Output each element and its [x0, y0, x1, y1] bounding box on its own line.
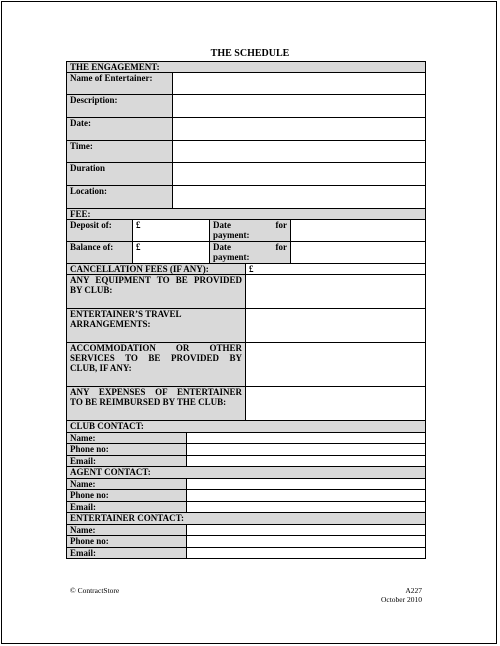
currency-symbol: £: [136, 220, 141, 230]
entertainer-contact-email-field[interactable]: [187, 548, 426, 559]
engagement-label-location: Location:: [67, 186, 173, 209]
description-field[interactable]: [173, 95, 426, 118]
entertainer-contact-phone-label: Phone no:: [67, 536, 187, 548]
balance-date-field[interactable]: [291, 242, 426, 264]
entertainer-contact-name-field[interactable]: [187, 525, 426, 536]
balance-label: Balance of:: [67, 242, 133, 264]
agent-contact-phone-field[interactable]: [187, 490, 426, 502]
balance-amount-field[interactable]: [133, 242, 210, 264]
engagement-label-date: Date:: [67, 118, 173, 141]
page-title: THE SCHEDULE: [210, 48, 290, 59]
travel-arrangements-field[interactable]: [246, 309, 426, 343]
deposit-amount-field[interactable]: [133, 220, 210, 242]
cancellation-label: CANCELLATION FEES (IF ANY):: [67, 264, 246, 275]
balance-date-label: [210, 242, 291, 264]
club-contact-name-field[interactable]: [187, 433, 426, 444]
engagement-header: THE ENGAGEMENT:: [67, 62, 426, 73]
date-for-label: Date for: [213, 242, 287, 252]
currency-symbol: £: [249, 264, 254, 274]
entertainer-contact-header: ENTERTAINER CONTACT:: [67, 513, 426, 525]
payment-label: payment:: [213, 252, 250, 262]
accommodation-label: ACCOMMODATION OR OTHER SERVICES TO BE PROVIDED BY CLUB, IF ANY:: [67, 343, 246, 387]
expenses-field[interactable]: [246, 387, 426, 421]
club-contact-phone-field[interactable]: [187, 444, 426, 456]
duration-field[interactable]: [173, 163, 426, 186]
engagement-label-duration: Duration: [67, 163, 173, 186]
agent-contact-name-field[interactable]: [187, 479, 426, 490]
accommodation-field[interactable]: [246, 343, 426, 387]
club-contact-header: CLUB CONTACT:: [67, 421, 426, 433]
deposit-date-field[interactable]: [291, 220, 426, 242]
cancellation-amount-field[interactable]: [246, 264, 426, 275]
entertainer-name-field[interactable]: [173, 73, 426, 95]
equipment-field[interactable]: [246, 275, 426, 309]
entertainer-contact-name-label: Name:: [67, 525, 187, 536]
entertainer-contact-email-label: Email:: [67, 548, 187, 559]
club-contact-phone-label: Phone no:: [67, 444, 187, 456]
location-field[interactable]: [173, 186, 426, 209]
copyright-notice: © ContractStore: [70, 586, 120, 595]
deposit-label: Deposit of:: [67, 220, 133, 242]
fee-header: FEE:: [67, 209, 426, 220]
document-date: October 2010: [380, 595, 422, 604]
club-contact-email-field[interactable]: [187, 456, 426, 467]
engagement-label-name: Name of Entertainer:: [67, 73, 173, 95]
date-for-label: Date for: [213, 220, 287, 230]
club-contact-email-label: Email:: [67, 456, 187, 467]
travel-arrangements-label: ENTERTAINER’S TRAVEL ARRANGEMENTS:: [67, 309, 246, 343]
agent-contact-name-label: Name:: [67, 479, 187, 490]
document-code: A227: [405, 586, 422, 595]
agent-contact-phone-label: Phone no:: [67, 490, 187, 502]
time-field[interactable]: [173, 141, 426, 163]
payment-label: payment:: [213, 230, 250, 240]
currency-symbol: £: [136, 242, 141, 252]
agent-contact-header: AGENT CONTACT:: [67, 467, 426, 479]
expenses-label: ANY EXPENSES OF ENTERTAINER TO BE REIMBURSED BY THE CLUB:: [67, 387, 246, 421]
agent-contact-email-field[interactable]: [187, 502, 426, 513]
agent-contact-email-label: Email:: [67, 502, 187, 513]
deposit-date-label: [210, 220, 291, 242]
engagement-label-time: Time:: [67, 141, 173, 163]
date-field[interactable]: [173, 118, 426, 141]
club-contact-name-label: Name:: [67, 433, 187, 444]
schedule-form: [66, 61, 426, 559]
equipment-label: ANY EQUIPMENT TO BE PROVIDED BY CLUB:: [67, 275, 246, 309]
entertainer-contact-phone-field[interactable]: [187, 536, 426, 548]
engagement-label-description: Description:: [67, 95, 173, 118]
document-reference: [360, 586, 422, 604]
